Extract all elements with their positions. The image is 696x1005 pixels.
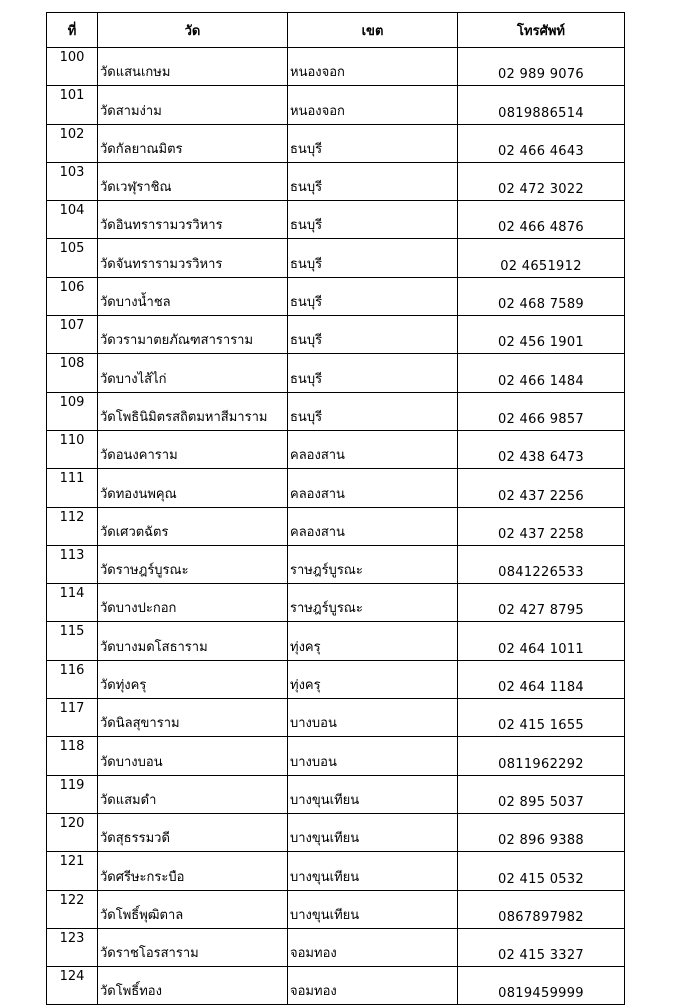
- row-number: 124: [47, 967, 98, 1005]
- row-number: 100: [47, 48, 98, 86]
- district-name: คลองสาน: [288, 430, 458, 468]
- temple-name: วัดบางไส้ไก่: [98, 354, 288, 392]
- temple-name: วัดทองนพคุณ: [98, 469, 288, 507]
- district-name: ราษฎร์บูรณะ: [288, 584, 458, 622]
- row-number: 109: [47, 392, 98, 430]
- temple-directory-sheet: [46, 12, 624, 1005]
- temple-name: วัดแสมดำ: [98, 775, 288, 813]
- district-name: หนองจอก: [288, 48, 458, 86]
- row-number: 104: [47, 201, 98, 239]
- row-number: 103: [47, 162, 98, 200]
- phone-number: 0819459999: [458, 967, 625, 1005]
- table-row: [47, 316, 625, 354]
- district-name: ธนบุรี: [288, 162, 458, 200]
- row-number: 122: [47, 890, 98, 928]
- phone-number: 0867897982: [458, 890, 625, 928]
- row-number: 101: [47, 86, 98, 124]
- table-row: [47, 890, 625, 928]
- table-row: [47, 124, 625, 162]
- temple-name: วัดวรามาตยภัณฑสาราราม: [98, 316, 288, 354]
- table-row: [47, 48, 625, 86]
- row-number: 111: [47, 469, 98, 507]
- row-number: 107: [47, 316, 98, 354]
- phone-number: 02 427 8795: [458, 584, 625, 622]
- district-name: ธนบุรี: [288, 354, 458, 392]
- table-row: [47, 507, 625, 545]
- temple-name: วัดราชโอรสาราม: [98, 928, 288, 966]
- row-number: 123: [47, 928, 98, 966]
- temple-name: วัดโพธินิมิตรสถิตมหาสีมาราม: [98, 392, 288, 430]
- temple-name: วัดแสนเกษม: [98, 48, 288, 86]
- temple-name: วัดทุ่งครุ: [98, 660, 288, 698]
- row-number: 117: [47, 699, 98, 737]
- temple-name: วัดโพธิ์พุฒิตาล: [98, 890, 288, 928]
- phone-number: 02 896 9388: [458, 813, 625, 851]
- phone-number: 0841226533: [458, 545, 625, 583]
- phone-number: 02 468 7589: [458, 277, 625, 315]
- row-number: 110: [47, 430, 98, 468]
- phone-number: 02 989 9076: [458, 48, 625, 86]
- temple-name: วัดสามง่าม: [98, 86, 288, 124]
- row-number: 106: [47, 277, 98, 315]
- table-row: [47, 86, 625, 124]
- row-number: 120: [47, 813, 98, 851]
- temple-name: วัดบางปะกอก: [98, 584, 288, 622]
- district-name: บางขุนเทียน: [288, 890, 458, 928]
- row-number: 108: [47, 354, 98, 392]
- district-name: บางขุนเทียน: [288, 852, 458, 890]
- table-row: [47, 277, 625, 315]
- district-name: จอมทอง: [288, 967, 458, 1005]
- phone-number: 02 415 3327: [458, 928, 625, 966]
- district-name: ธนบุรี: [288, 201, 458, 239]
- table-row: [47, 813, 625, 851]
- table-row: [47, 584, 625, 622]
- table-row: [47, 430, 625, 468]
- temple-name: วัดสุธรรมวดี: [98, 813, 288, 851]
- table-row: [47, 967, 625, 1005]
- phone-number: 02 464 1011: [458, 622, 625, 660]
- temple-name: วัดอินทรารามวรวิหาร: [98, 201, 288, 239]
- phone-number: 02 472 3022: [458, 162, 625, 200]
- table-row: [47, 201, 625, 239]
- district-name: บางบอน: [288, 737, 458, 775]
- table-row: [47, 852, 625, 890]
- row-number: 118: [47, 737, 98, 775]
- temple-table: [46, 12, 625, 1005]
- district-name: ธนบุรี: [288, 392, 458, 430]
- row-number: 121: [47, 852, 98, 890]
- row-number: 112: [47, 507, 98, 545]
- table-row: [47, 699, 625, 737]
- district-name: ธนบุรี: [288, 239, 458, 277]
- temple-name: วัดกัลยาณมิตร: [98, 124, 288, 162]
- phone-number: 02 895 5037: [458, 775, 625, 813]
- temple-name: วัดศรีษะกระบือ: [98, 852, 288, 890]
- temple-name: วัดบางบอน: [98, 737, 288, 775]
- temple-name: วัดอนงคาราม: [98, 430, 288, 468]
- phone-number: 02 437 2258: [458, 507, 625, 545]
- row-number: 115: [47, 622, 98, 660]
- temple-name: วัดเวฬุราชิณ: [98, 162, 288, 200]
- phone-number: 02 466 4643: [458, 124, 625, 162]
- district-name: ธนบุรี: [288, 316, 458, 354]
- district-name: ธนบุรี: [288, 277, 458, 315]
- table-row: [47, 622, 625, 660]
- table-row: [47, 775, 625, 813]
- phone-number: 02 466 1484: [458, 354, 625, 392]
- header-number: ที่: [47, 13, 98, 48]
- district-name: ทุ่งครุ: [288, 660, 458, 698]
- temple-name: วัดราษฎร์บูรณะ: [98, 545, 288, 583]
- header-temple: วัด: [98, 13, 288, 48]
- table-row: [47, 545, 625, 583]
- table-row: [47, 737, 625, 775]
- row-number: 116: [47, 660, 98, 698]
- phone-number: 0819886514: [458, 86, 625, 124]
- district-name: ทุ่งครุ: [288, 622, 458, 660]
- temple-name: วัดนิลสุขาราม: [98, 699, 288, 737]
- district-name: คลองสาน: [288, 469, 458, 507]
- phone-number: 02 438 6473: [458, 430, 625, 468]
- phone-number: 02 466 9857: [458, 392, 625, 430]
- row-number: 105: [47, 239, 98, 277]
- table-row: [47, 239, 625, 277]
- table-row: [47, 469, 625, 507]
- header-district: เขต: [288, 13, 458, 48]
- table-row: [47, 354, 625, 392]
- row-number: 119: [47, 775, 98, 813]
- district-name: ธนบุรี: [288, 124, 458, 162]
- phone-number: 02 415 1655: [458, 699, 625, 737]
- row-number: 102: [47, 124, 98, 162]
- table-row: [47, 162, 625, 200]
- table-header-row: [47, 13, 625, 48]
- temple-name: วัดเศวตฉัตร: [98, 507, 288, 545]
- temple-name: วัดโพธิ์ทอง: [98, 967, 288, 1005]
- district-name: บางขุนเทียน: [288, 813, 458, 851]
- phone-number: 02 466 4876: [458, 201, 625, 239]
- table-row: [47, 928, 625, 966]
- phone-number: 02 456 1901: [458, 316, 625, 354]
- phone-number: 0811962292: [458, 737, 625, 775]
- row-number: 113: [47, 545, 98, 583]
- phone-number: 02 4651912: [458, 239, 625, 277]
- temple-name: วัดบางมดโสธาราม: [98, 622, 288, 660]
- district-name: บางบอน: [288, 699, 458, 737]
- row-number: 114: [47, 584, 98, 622]
- district-name: ราษฎร์บูรณะ: [288, 545, 458, 583]
- header-phone: โทรศัพท์: [458, 13, 625, 48]
- phone-number: 02 464 1184: [458, 660, 625, 698]
- phone-number: 02 437 2256: [458, 469, 625, 507]
- district-name: คลองสาน: [288, 507, 458, 545]
- temple-name: วัดจันทรารามวรวิหาร: [98, 239, 288, 277]
- district-name: บางขุนเทียน: [288, 775, 458, 813]
- table-row: [47, 392, 625, 430]
- district-name: หนองจอก: [288, 86, 458, 124]
- temple-name: วัดบางน้ำชล: [98, 277, 288, 315]
- table-row: [47, 660, 625, 698]
- phone-number: 02 415 0532: [458, 852, 625, 890]
- district-name: จอมทอง: [288, 928, 458, 966]
